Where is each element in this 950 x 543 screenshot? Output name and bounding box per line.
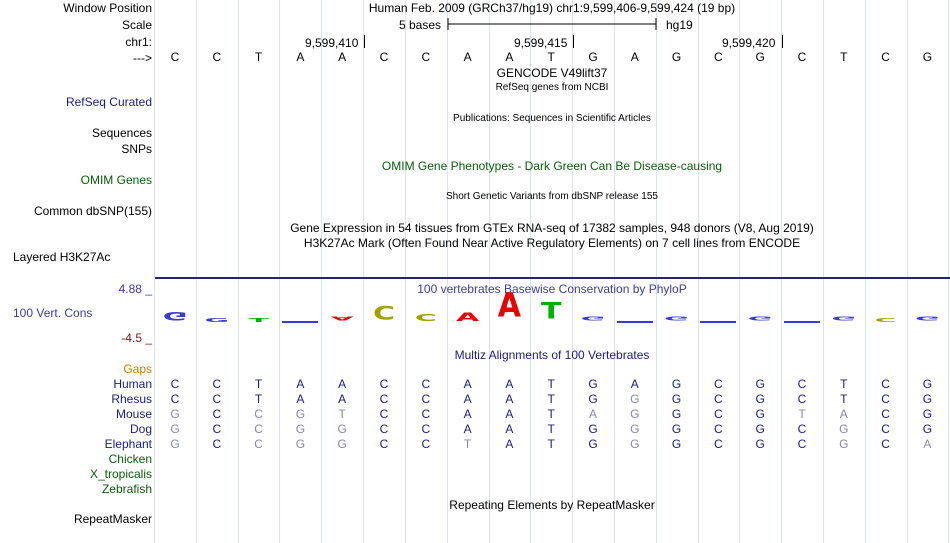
base-guide-line xyxy=(698,0,699,543)
base-guide-line xyxy=(823,0,824,543)
aligned-base: T xyxy=(254,392,263,406)
base-guide-line xyxy=(739,0,740,543)
phylop-baseline xyxy=(617,321,653,323)
base-guide-line xyxy=(948,0,949,543)
phylop-letter: C xyxy=(372,302,396,325)
aligned-base: G xyxy=(671,422,682,436)
reference-base: G xyxy=(671,50,682,64)
aligned-base: G xyxy=(170,422,180,436)
chr-label: chr1: xyxy=(125,35,152,49)
aligned-base: G xyxy=(755,392,765,406)
aligned-base: C xyxy=(379,407,389,421)
gaps-track-label[interactable]: Gaps xyxy=(123,362,152,376)
conservation-track-border xyxy=(155,277,950,279)
repeatmasker-track-desc: Repeating Elements by RepeatMasker xyxy=(449,498,655,512)
coord-tick-3: 9,599,420 xyxy=(722,36,776,50)
aligned-base: T xyxy=(338,407,346,421)
aligned-base: A xyxy=(296,377,305,391)
base-guide-line xyxy=(238,0,239,543)
aligned-base: C xyxy=(881,422,890,436)
aligned-base: G xyxy=(337,437,347,451)
phylop-baseline xyxy=(700,321,736,323)
aligned-base: C xyxy=(881,407,890,421)
scale-bar xyxy=(446,16,658,32)
aligned-base: C xyxy=(379,377,389,391)
reference-base: C xyxy=(212,50,222,64)
h3k27ac-track-label[interactable]: Layered H3K27Ac xyxy=(13,250,111,264)
scale-text: 5 bases xyxy=(399,18,442,32)
phylop-letter: G xyxy=(915,315,940,322)
reference-base: C xyxy=(379,50,389,64)
base-guide-line xyxy=(363,0,364,543)
aligned-base: C xyxy=(254,437,263,451)
sequences-track-label[interactable]: Sequences xyxy=(91,126,152,140)
genome-track-area[interactable] xyxy=(155,0,950,543)
aligned-base: A xyxy=(588,407,597,421)
aligned-base: G xyxy=(170,407,180,421)
aligned-base: C xyxy=(714,437,723,451)
aligned-base: G xyxy=(588,377,598,391)
omim-track-label[interactable]: OMIM Genes xyxy=(80,173,152,187)
aligned-base: T xyxy=(254,377,263,391)
species-label[interactable]: Chicken xyxy=(108,452,152,466)
base-guide-line xyxy=(196,0,197,543)
cons-min-label: -4.5 _ xyxy=(121,331,152,345)
track-label-panel xyxy=(0,0,154,543)
aligned-base: C xyxy=(212,407,222,421)
phylop-letter: C xyxy=(874,317,897,324)
aligned-base: G xyxy=(295,407,306,421)
aligned-base: C xyxy=(881,437,890,451)
aligned-base: G xyxy=(630,422,640,436)
dbsnp-track-desc: Short Genetic Variants from dbSNP release 155 xyxy=(446,191,658,202)
aligned-base: G xyxy=(755,377,765,391)
scale-label: Scale xyxy=(121,18,152,32)
aligned-base: C xyxy=(254,407,263,421)
aligned-base: T xyxy=(840,377,848,391)
phylop-baseline xyxy=(282,321,318,323)
aligned-base: C xyxy=(212,392,222,406)
aligned-base: A xyxy=(923,437,932,451)
aligned-base: C xyxy=(714,407,723,421)
aligned-base: A xyxy=(463,377,472,391)
base-guide-line xyxy=(614,0,615,543)
aligned-base: T xyxy=(547,407,555,421)
omim-track-desc: OMIM Gene Phenotypes - Dark Green Can Be Disease-causing xyxy=(381,159,723,173)
coord-tick-mark-1 xyxy=(364,35,365,48)
aligned-base: G xyxy=(630,437,640,451)
aligned-base: A xyxy=(463,407,472,421)
base-guide-line xyxy=(907,0,908,543)
aligned-base: C xyxy=(421,437,431,451)
reference-base: T xyxy=(547,50,555,64)
aligned-base: T xyxy=(547,377,555,391)
aligned-base: G xyxy=(922,422,933,436)
aligned-base: T xyxy=(798,407,806,421)
reference-base: C xyxy=(881,50,890,64)
aligned-base: G xyxy=(671,392,682,406)
coord-tick-2: 9,599,415 xyxy=(514,36,568,50)
base-guide-line xyxy=(656,0,657,543)
coord-tick-mark-2 xyxy=(573,35,574,48)
species-label[interactable]: Human xyxy=(113,377,152,391)
base-guide-line xyxy=(279,0,280,543)
aligned-base: G xyxy=(588,392,598,406)
aligned-base: C xyxy=(254,422,263,436)
aligned-base: C xyxy=(881,377,890,391)
aligned-base: A xyxy=(505,377,514,391)
aligned-base: G xyxy=(295,422,306,436)
reference-base: T xyxy=(840,50,848,64)
aligned-base: T xyxy=(547,422,555,436)
aligned-base: G xyxy=(671,377,682,391)
aligned-base: C xyxy=(797,437,807,451)
base-guide-line xyxy=(321,0,322,543)
aligned-base: G xyxy=(630,407,640,421)
aligned-base: G xyxy=(671,437,682,451)
phylop-letter: G xyxy=(664,315,689,322)
aligned-base: A xyxy=(338,377,347,391)
aligned-base: A xyxy=(463,392,472,406)
aligned-base: C xyxy=(714,422,723,436)
aligned-base: C xyxy=(170,392,180,406)
phylop-letter: T xyxy=(248,317,269,324)
species-label[interactable]: Rhesus xyxy=(111,392,152,406)
aligned-base: G xyxy=(922,392,933,406)
aligned-base: C xyxy=(797,392,807,406)
repeatmasker-track-label[interactable]: RepeatMasker xyxy=(73,512,152,526)
phylop-letter: T xyxy=(540,298,562,325)
phylop-baseline xyxy=(784,321,820,323)
phylop-letter: A xyxy=(455,310,480,324)
aligned-base: C xyxy=(379,422,389,436)
publications-track-desc: Publications: Sequences in Scientific Articles xyxy=(453,113,651,124)
reference-base: C xyxy=(714,50,723,64)
aligned-base: C xyxy=(421,377,431,391)
aligned-base: G xyxy=(337,422,347,436)
cons-max-label: 4.88 _ xyxy=(118,282,152,296)
snps-track-label[interactable]: SNPs xyxy=(121,142,152,156)
coord-tick-mark-3 xyxy=(782,35,783,48)
phylop-letter: G xyxy=(831,315,857,322)
aligned-base: G xyxy=(839,422,849,436)
reference-base: A xyxy=(296,50,305,64)
aligned-base: T xyxy=(840,392,848,406)
reference-base: A xyxy=(505,50,514,64)
aligned-base: G xyxy=(588,422,598,436)
aligned-base: A xyxy=(505,437,514,451)
aligned-base: T xyxy=(547,437,555,451)
reference-base: C xyxy=(421,50,431,64)
aligned-base: C xyxy=(797,422,807,436)
base-guide-line xyxy=(405,0,406,543)
dbsnp-track-label[interactable]: Common dbSNP(155) xyxy=(33,204,152,218)
species-label[interactable]: Elephant xyxy=(104,437,152,451)
aligned-base: C xyxy=(714,377,723,391)
cons-track-label[interactable]: 100 Vert. Cons xyxy=(13,306,93,320)
aligned-base: A xyxy=(505,422,514,436)
phylop-letter: C xyxy=(414,312,437,324)
base-guide-line xyxy=(154,0,155,543)
aligned-base: C xyxy=(212,377,222,391)
aligned-base: C xyxy=(170,377,180,391)
species-label[interactable]: Zebrafish xyxy=(101,482,152,496)
aligned-base: C xyxy=(421,407,431,421)
aligned-base: G xyxy=(922,377,933,391)
refseq-track-label[interactable]: RefSeq Curated xyxy=(65,95,152,109)
aligned-base: G xyxy=(671,407,682,421)
aligned-base: C xyxy=(714,392,723,406)
aligned-base: A xyxy=(296,392,305,406)
aligned-base: G xyxy=(630,392,640,406)
aligned-base: C xyxy=(379,392,389,406)
window-position-text: Human Feb. 2009 (GRCh37/hg19) chr1:9,599,406-9,599,424 (19 bp) xyxy=(368,1,736,15)
base-guide-line xyxy=(489,0,490,543)
reference-base: G xyxy=(588,50,598,64)
species-label[interactable]: Mouse xyxy=(115,407,152,421)
gtex-track-desc: Gene Expression in 54 tissues from GTEx RNA-seq of 17382 samples, 948 donors (V8, Aug 2019) xyxy=(290,221,814,235)
reference-base: A xyxy=(463,50,472,64)
aligned-base: A xyxy=(505,392,514,406)
aligned-base: C xyxy=(797,377,807,391)
reference-base: C xyxy=(170,50,180,64)
aligned-base: G xyxy=(922,407,933,421)
species-label[interactable]: Dog xyxy=(129,422,152,436)
reference-base: C xyxy=(797,50,807,64)
aligned-base: G xyxy=(588,437,598,451)
aligned-base: T xyxy=(547,392,555,406)
base-guide-line xyxy=(447,0,448,543)
aligned-base: G xyxy=(170,437,180,451)
reference-base: A xyxy=(630,50,639,64)
multiz-track-title: Multiz Alignments of 100 Vertebrates xyxy=(454,348,650,362)
aligned-base: A xyxy=(630,377,639,391)
reference-base: A xyxy=(338,50,347,64)
aligned-base: G xyxy=(755,407,765,421)
aligned-base: C xyxy=(421,422,431,436)
aligned-base: A xyxy=(463,422,472,436)
phylop-letter: G xyxy=(580,315,606,322)
coord-tick-1: 9,599,410 xyxy=(305,36,359,50)
aligned-base: G xyxy=(839,437,849,451)
reference-base: G xyxy=(922,50,933,64)
assembly-label: hg19 xyxy=(666,18,693,32)
base-guide-line xyxy=(781,0,782,543)
phylop-letter: G xyxy=(162,309,188,323)
aligned-base: C xyxy=(212,437,222,451)
aligned-base: G xyxy=(295,437,306,451)
aligned-base: C xyxy=(379,437,389,451)
aligned-base: A xyxy=(839,407,848,421)
aligned-base: C xyxy=(212,422,222,436)
strand-label: ---> xyxy=(133,51,152,65)
phylop-letter: G xyxy=(204,317,230,324)
aligned-base: C xyxy=(421,392,431,406)
aligned-base: A xyxy=(338,392,347,406)
aligned-base: G xyxy=(755,422,765,436)
reference-base: G xyxy=(755,50,765,64)
aligned-base: A xyxy=(505,407,514,421)
window-position-label: Window Position xyxy=(63,1,152,15)
h3k27ac-track-desc: H3K27Ac Mark (Often Found Near Active Regulatory Elements) on 7 cell lines from ENCODE xyxy=(303,236,801,250)
aligned-base: C xyxy=(881,392,890,406)
aligned-base: G xyxy=(755,437,765,451)
aligned-base: T xyxy=(463,437,472,451)
base-guide-line xyxy=(865,0,866,543)
refseq-track-desc: RefSeq genes from NCBI xyxy=(495,82,609,93)
phylop-letter: A xyxy=(497,286,521,326)
species-label[interactable]: X_tropicalis xyxy=(89,467,152,481)
reference-base: T xyxy=(254,50,263,64)
phylop-track-title: 100 vertebrates Basewise Conservation by PhyloP xyxy=(417,282,687,296)
gencode-track-title[interactable]: GENCODE V49lift37 xyxy=(496,66,608,80)
phylop-letter: A xyxy=(330,315,354,322)
phylop-letter: G xyxy=(747,315,773,322)
